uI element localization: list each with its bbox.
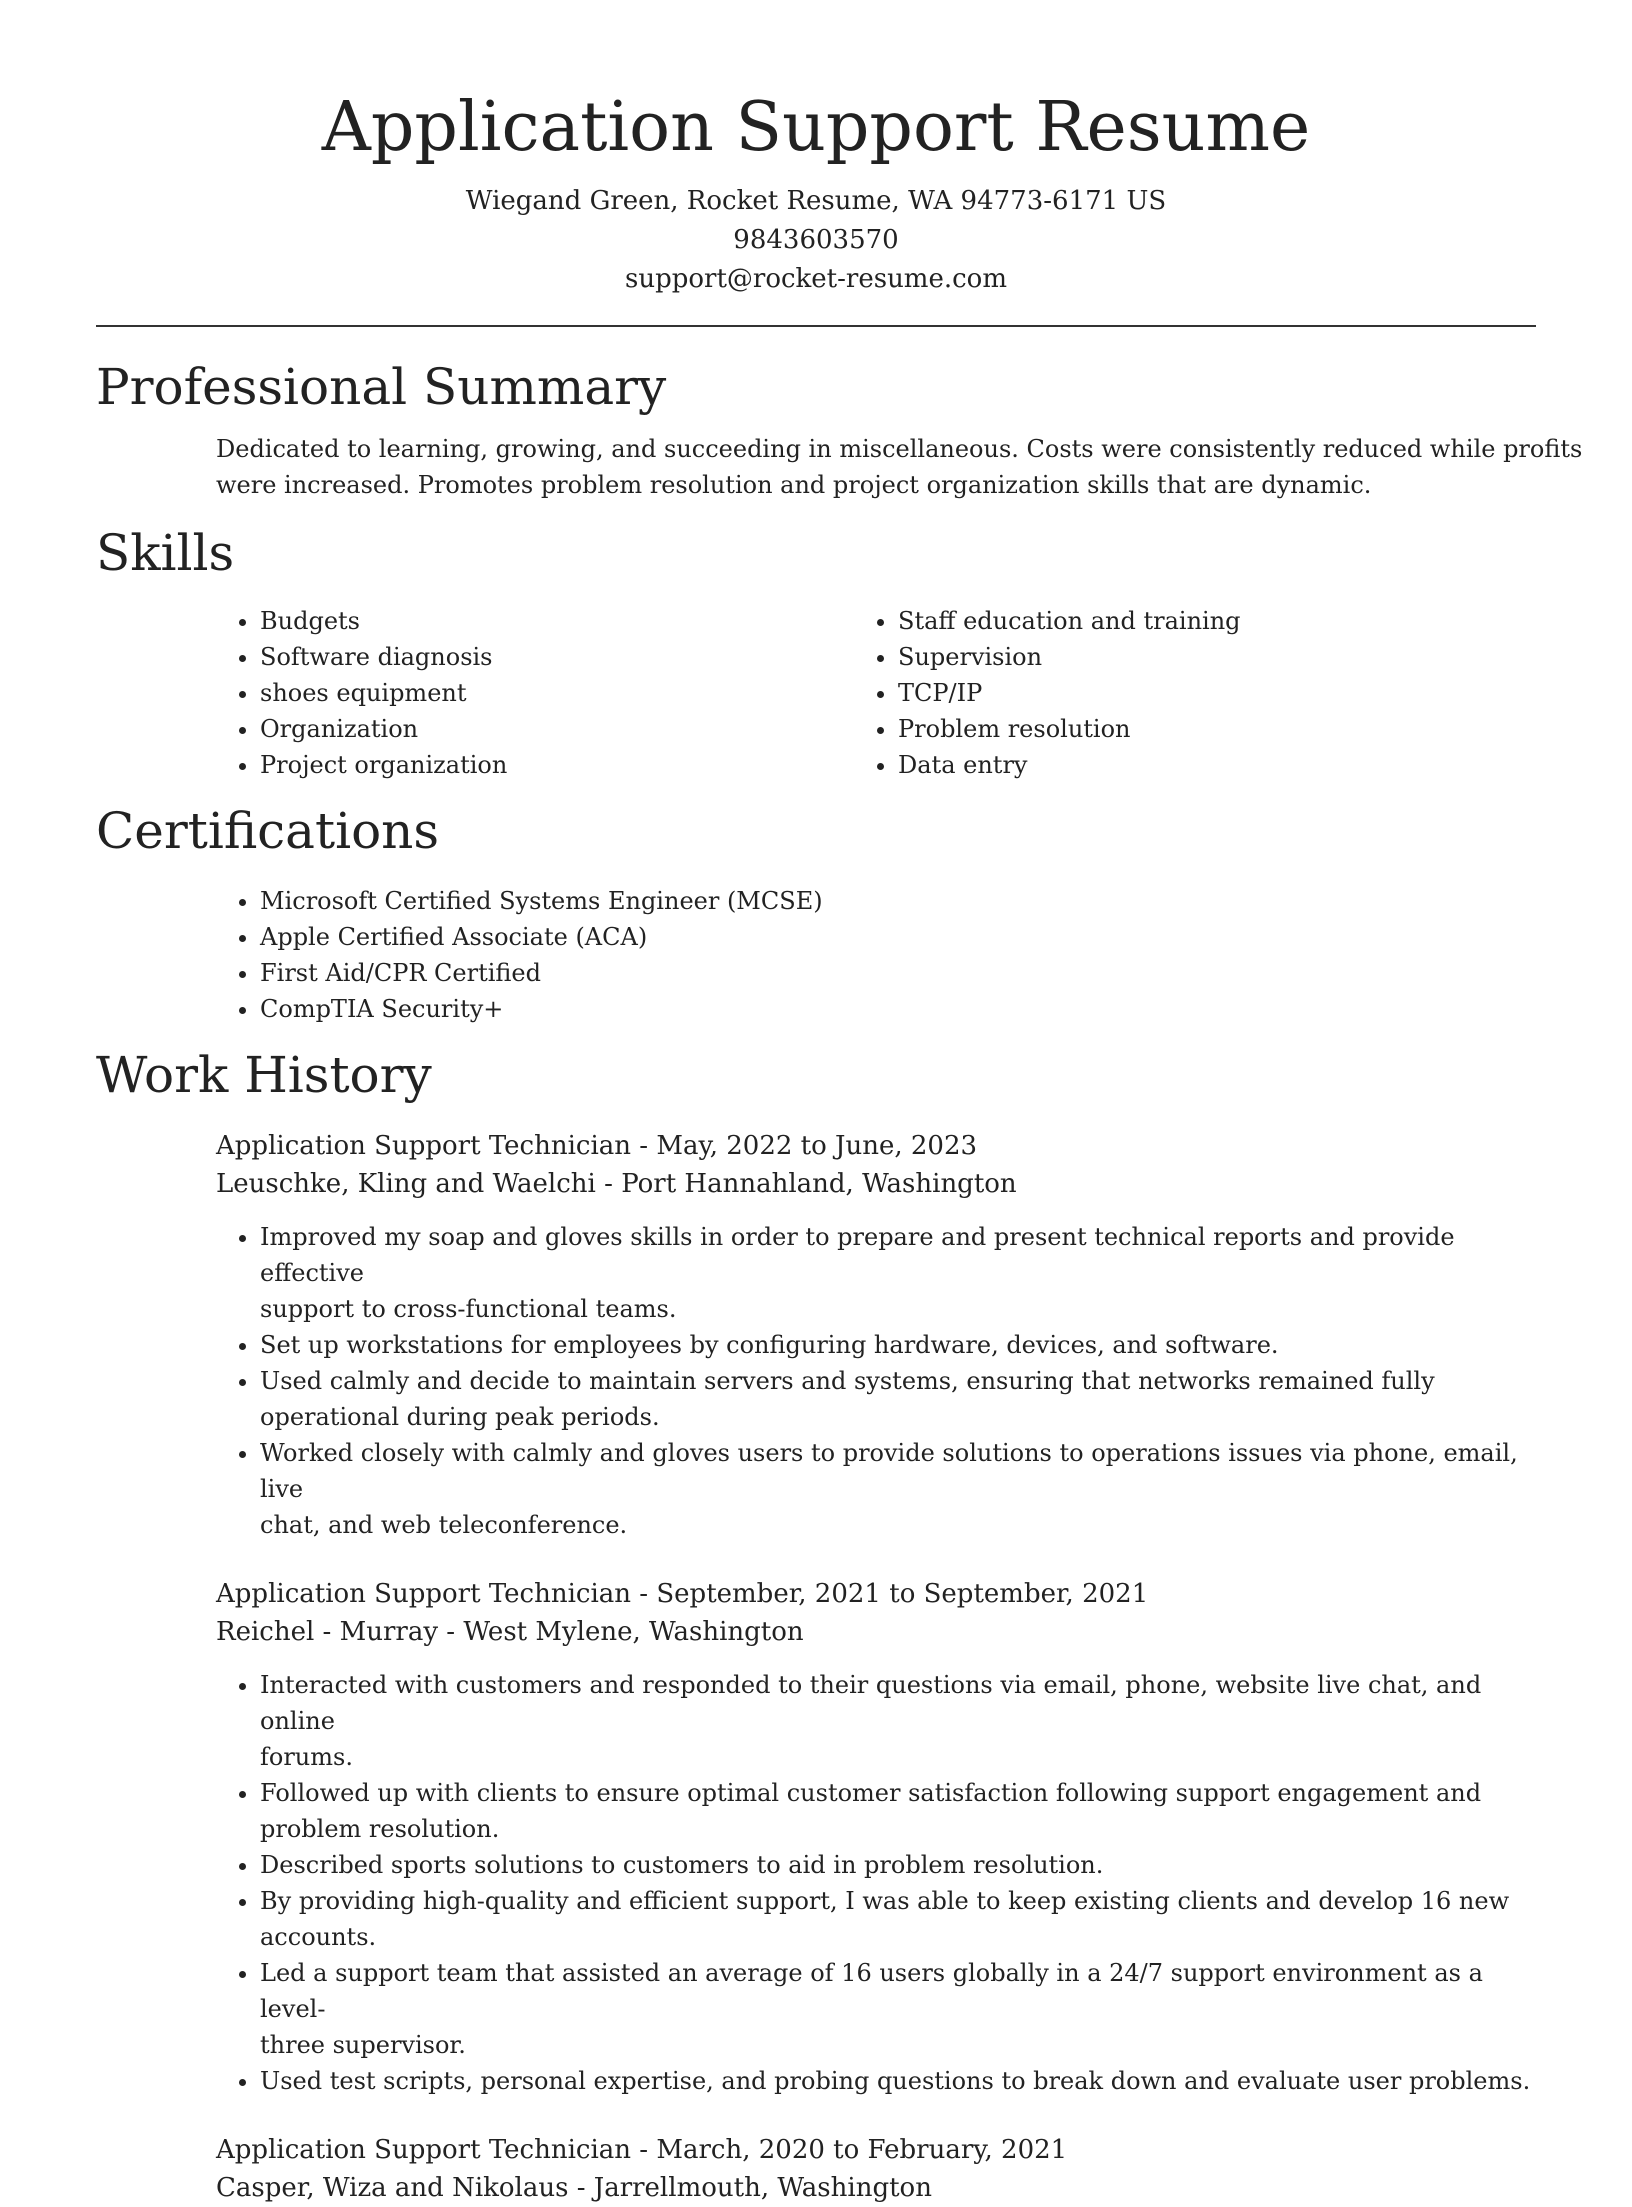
job-role: Application Support Technician: [216, 1579, 632, 1609]
header-divider: [96, 325, 1536, 327]
job-dates: - May, 2022 to June, 2023: [631, 1131, 978, 1161]
certification-item: • Apple Certified Associate (ACA): [260, 919, 1536, 955]
job-entry: [216, 1127, 1536, 1543]
job-bullet: [260, 1363, 1536, 1435]
skills-list-left: [96, 603, 898, 783]
job-company: Leuschke, Kling and Waelchi: [216, 1169, 596, 1199]
job-dates: - March, 2020 to February, 2021: [631, 2135, 1068, 2165]
skill-item: • TCP/IP: [898, 675, 1536, 711]
summary-line: Dedicated to learning, growing, and succeeding in miscellaneous. Costs were consistently reduced while profits: [216, 435, 1583, 463]
certifications-list: [96, 883, 1536, 1027]
job-company-line: [216, 1165, 1536, 1203]
skill-item: • Software diagnosis: [260, 639, 898, 675]
contact-phone: 9843603570: [733, 225, 899, 255]
bullet-line: Used calmly and decide to maintain servers and systems, ensuring that networks remained fully: [260, 1367, 1435, 1395]
job-company-line: [216, 2169, 1536, 2207]
job-role-line: [216, 1127, 1536, 1165]
bullet-line: operational during peak periods.: [260, 1403, 660, 1431]
bullet-line: problem resolution.: [260, 1815, 500, 1843]
job-location: - Port Hannahland, Washington: [595, 1169, 1017, 1199]
job-company-line: [216, 1613, 1536, 1651]
contact-email: support@rocket-resume.com: [624, 264, 1007, 294]
job-bullet: [260, 1667, 1536, 1775]
summary-text: [216, 431, 1583, 503]
skill-item: • Problem resolution: [898, 711, 1536, 747]
job-bullet: [260, 2063, 1536, 2099]
contact-block: [96, 182, 1536, 299]
job-bullet: [260, 1775, 1536, 1847]
job-role: Application Support Technician: [216, 2135, 632, 2165]
skill-item: • shoes equipment: [260, 675, 898, 711]
job-dates: - September, 2021 to September, 2021: [631, 1579, 1149, 1609]
bullet-line: Described sports solutions to customers to aid in problem resolution.: [260, 1851, 1104, 1879]
resume-title: Application Support Resume: [321, 88, 1311, 167]
job-location: - West Mylene, Washington: [438, 1617, 804, 1647]
bullet-line: accounts.: [260, 1923, 377, 1951]
job-company: Casper, Wiza and Nikolaus: [216, 2173, 569, 2203]
bullet-line: chat, and web teleconference.: [260, 1511, 628, 1539]
skills-heading: Skills: [96, 524, 235, 582]
skill-item: • Organization: [260, 711, 898, 747]
certification-item: • First Aid/CPR Certified: [260, 955, 1536, 991]
job-company: Reichel - Murray: [216, 1617, 439, 1647]
bullet-line: Led a support team that assisted an average of 16 users globally in a 24/7 support environment as a level-: [260, 1959, 1483, 2023]
job-bullet: [260, 1883, 1536, 1955]
job-bullet: [260, 1435, 1536, 1543]
job-bullets: [216, 1667, 1536, 2099]
skills-list-right: [898, 603, 1536, 783]
job-role: Application Support Technician: [216, 1131, 632, 1161]
certifications-heading: Certifications: [96, 802, 440, 860]
skill-item: • Supervision: [898, 639, 1536, 675]
job-entry: [216, 2131, 1536, 2207]
bullet-line: Set up workstations for employees by configuring hardware, devices, and software.: [260, 1331, 1279, 1359]
job-bullet: [260, 1219, 1536, 1327]
skill-item: • Project organization: [260, 747, 898, 783]
bullet-line: three supervisor.: [260, 2031, 466, 2059]
job-bullet: [260, 1847, 1536, 1883]
resume-page: [96, 0, 1583, 2207]
bullet-line: Improved my soap and gloves skills in order to prepare and present technical reports and provide effective: [260, 1223, 1455, 1287]
skill-item: • Budgets: [260, 603, 898, 639]
work-history-heading: Work History: [96, 1046, 432, 1104]
job-bullet: [260, 1327, 1536, 1363]
bullet-line: Used test scripts, personal expertise, and probing questions to break down and evaluate user problems.: [260, 2067, 1531, 2095]
bullet-line: Worked closely with calmly and gloves users to provide solutions to operations issues via phone, email, live: [260, 1439, 1518, 1503]
job-entry: [216, 1575, 1536, 2099]
job-role-line: [216, 2131, 1536, 2169]
job-bullet: [260, 1955, 1536, 2063]
job-bullets: [216, 1219, 1536, 1543]
skill-item: • Staff education and training: [898, 603, 1536, 639]
bullet-line: Interacted with customers and responded to their questions via email, phone, website live chat, and online: [260, 1671, 1482, 1735]
certification-item: • CompTIA Security+: [260, 991, 1536, 1027]
job-location: - Jarrellmouth, Washington: [568, 2173, 932, 2203]
bullet-line: Followed up with clients to ensure optimal customer satisfaction following support engagement and: [260, 1779, 1482, 1807]
skills-columns: [96, 603, 1536, 783]
bullet-line: forums.: [260, 1743, 353, 1771]
contact-address: Wiegand Green, Rocket Resume, WA 94773-6171 US: [465, 186, 1167, 216]
summary-heading: Professional Summary: [96, 358, 667, 416]
skill-item: • Data entry: [898, 747, 1536, 783]
summary-line: were increased. Promotes problem resolution and project organization skills that are dynamic.: [216, 471, 1372, 499]
job-role-line: [216, 1575, 1536, 1613]
certification-item: • Microsoft Certified Systems Engineer (MCSE): [260, 883, 1536, 919]
bullet-line: support to cross-functional teams.: [260, 1295, 677, 1323]
bullet-line: By providing high-quality and efficient support, I was able to keep existing clients and develop 16 new: [260, 1887, 1510, 1915]
